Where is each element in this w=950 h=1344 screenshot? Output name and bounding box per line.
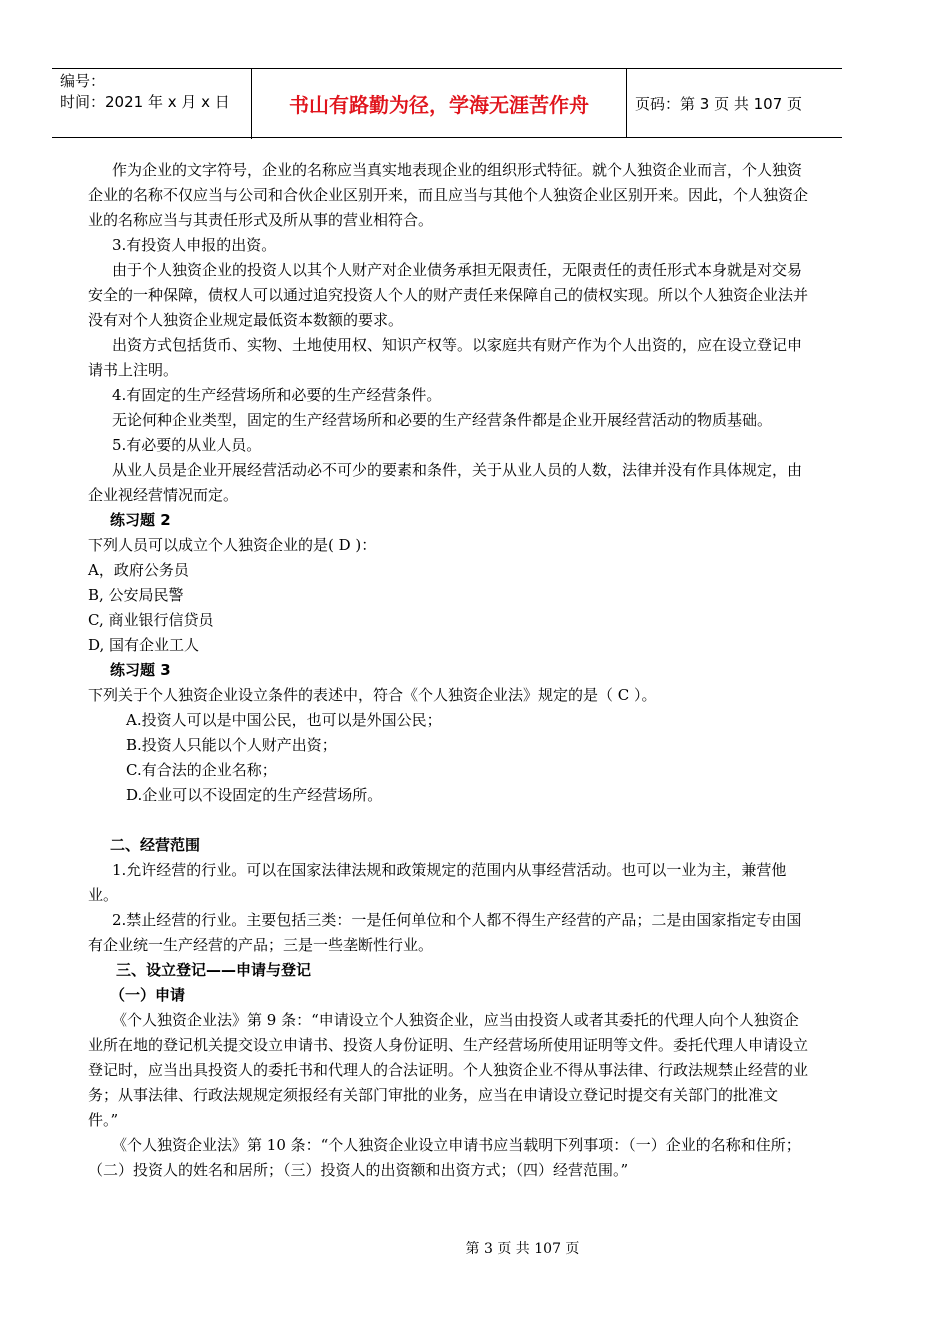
exercise-3-option: A.投资人可以是中国公民，也可以是外国公民；: [126, 711, 442, 729]
exercise-3-option: C.有合法的企业名称；: [126, 761, 277, 779]
exercise-3-title: 练习题 3: [110, 661, 171, 679]
page-footer: 第 3 页 共 107 页: [465, 1241, 580, 1257]
header-page-number: 页码：第 3 页 共 107 页: [635, 94, 803, 113]
exercise-2-option: B, 公安局民警: [88, 586, 184, 604]
header-motto: 书山有路勤为径，学海无涯苦作舟: [252, 69, 627, 137]
paragraph: 出资方式包括货币、实物、土地使用权、知识产权等。以家庭共有财产作为个人出资的，应在设立登记申请书上注明。: [88, 336, 803, 379]
paragraph: 3.有投资人申报的出资。: [112, 236, 277, 254]
section-3-title: 三、设立登记——申请与登记: [116, 961, 312, 979]
paragraph: 1.允许经营的行业。可以在国家法律法规和政策规定的范围内从事经营活动。也可以一业为主，兼营他业。: [88, 861, 787, 904]
document-body: [88, 158, 808, 1183]
document-time: 时间：2021 年 x 月 x 日: [60, 93, 230, 111]
section-3-subtitle: （一）申请: [110, 986, 186, 1004]
spacer: [88, 808, 808, 833]
paragraph: 无论何种企业类型，固定的生产经营场所和必要的生产经营条件都是企业开展经营活动的物质基础。: [112, 411, 773, 429]
exercise-2-option: C, 商业银行信贷员: [88, 611, 214, 629]
paragraph: 作为企业的文字符号，企业的名称应当真实地表现企业的组织形式特征。就个人独资企业而言，个人独资企业的名称不仅应当与公司和合伙企业区别开来，而且应当与其他个人独资企业区别开来。因此，个人独资企业的名称应当与其责任形式及所从事的营业相符合。: [88, 161, 809, 229]
paragraph: 4.有固定的生产经营场所和必要的生产经营条件。: [112, 386, 442, 404]
section-2-title: 二、经营范围: [110, 836, 201, 854]
exercise-3-option: B.投资人只能以个人财产出资；: [126, 736, 337, 754]
paragraph: 由于个人独资企业的投资人以其个人财产对企业债务承担无限责任，无限责任的责任形式本身就是对交易安全的一种保障，债权人可以通过追究投资人个人的财产责任来保障自己的债权实现。所以个人独资企业法并没有对个人独资企业规定最低资本数额的要求。: [88, 261, 809, 329]
paragraph: 《个人独资企业法》第 9 条：“申请设立个人独资企业，应当由投资人或者其委托的代理人向个人独资企业所在地的登记机关提交设立申请书、投资人身份证明、生产经营场所使用证明等文件。委托代理人申请设立登记时，应当出具投资人的委托书和代理人的合法证明。个人独资企业不得从事法律、行政法规禁止经营的业务；从事法律、行政法规规定须报经有关部门审批的业务，应当在申请设立登记时提交有关部门的批准文件。”: [88, 1011, 809, 1129]
paragraph: 《个人独资企业法》第 10 条：“个人独资企业设立申请书应当载明下列事项：（一）企业的名称和住所；（二）投资人的姓名和居所；（三）投资人的出资额和出资方式；（四）经营范围。”: [88, 1136, 801, 1179]
exercise-3-question: 下列关于个人独资企业设立条件的表述中，符合《个人独资企业法》规定的是（ C ）。: [88, 686, 657, 704]
exercise-2-option: A，政府公务员: [88, 561, 189, 579]
exercise-2-question: 下列人员可以成立个人独资企业的是( D )：: [88, 536, 377, 554]
paragraph: 2.禁止经营的行业。主要包括三类：一是任何单位和个人都不得生产经营的产品；二是由国家指定专由国有企业统一生产经营的产品；三是一些垄断性行业。: [88, 911, 802, 954]
exercise-2-title: 练习题 2: [110, 511, 171, 529]
paragraph: 5.有必要的从业人员。: [112, 436, 262, 454]
paragraph: 从业人员是企业开展经营活动必不可少的要素和条件，关于从业人员的人数，法律并没有作具体规定，由企业视经营情况而定。: [88, 461, 803, 504]
exercise-3-option: D.企业可以不设固定的生产经营场所。: [126, 786, 383, 804]
document-number: 编号：: [60, 72, 106, 90]
exercise-2-option: D, 国有企业工人: [88, 636, 200, 654]
header-meta: [52, 69, 252, 139]
page-header: [52, 68, 842, 138]
